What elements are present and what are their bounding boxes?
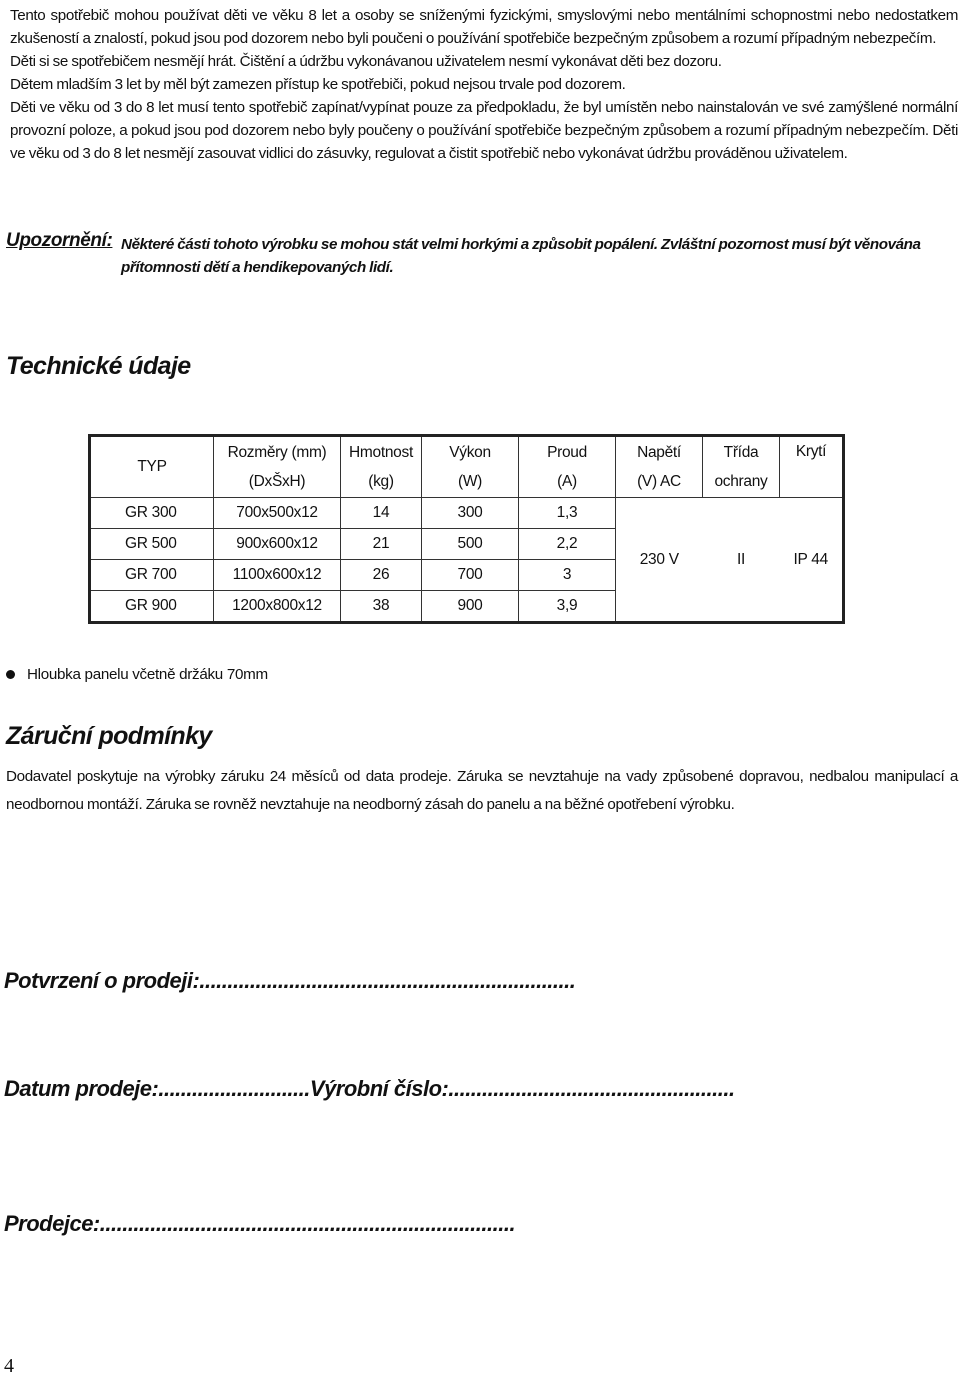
cell-power: 900 — [422, 591, 519, 623]
cell-current: 1,3 — [519, 498, 616, 529]
panel-depth-text: Hloubka panelu včetně držáku 70mm — [27, 666, 268, 683]
warning-text: Některé části tohoto výrobku se mohou stát velmi horkými a způsobit popálení. Zvláštní pozornost musí být věnována přítomnosti dětí a hendikepovaných lidí. — [121, 236, 921, 276]
warranty-heading: Záruční podmínky — [6, 722, 212, 750]
cell-weight: 26 — [341, 560, 422, 591]
page-number: 4 — [4, 1355, 14, 1377]
sale-confirmation-line: Potvrzení o prodeji:................................................................... — [4, 968, 576, 993]
header-weight: Hmotnost (kg) — [341, 436, 422, 498]
spec-header-row — [90, 436, 844, 498]
cell-weight: 38 — [341, 591, 422, 623]
cell-current: 3 — [519, 560, 616, 591]
cell-ip: IP 44 — [780, 498, 844, 623]
cell-power: 300 — [422, 498, 519, 529]
header-typ: TYP — [90, 436, 214, 498]
cell-weight: 14 — [341, 498, 422, 529]
header-voltage: Napětí (V) AC — [616, 436, 703, 498]
intro-paragraph-4: Děti ve věku od 3 do 8 let musí tento spotřebič zapínat/vypínat pouze za předpokladu, že byl umístěn nebo nainstalován ve své zamýšlené normální provozní poloze, a pokud jsou pod dozorem nebo byly poučeny o používání spotřebiče bezpečným způsobem a rozumí případným nebezpečím. Děti ve věku od 3 do 8 let nesmějí zasouvat vidlici do zásuvky, regulovat a čistit spotřebič nebo vykonávat údržbu prováděnou uživatelem. — [10, 99, 958, 162]
intro-section — [10, 4, 958, 165]
header-class: Třída ochrany — [703, 436, 780, 498]
warning-label: Upozornění: — [6, 230, 113, 251]
tech-heading: Technické údaje — [6, 352, 191, 380]
cell-dims: 700x500x12 — [214, 498, 341, 529]
header-power: Výkon (W) — [422, 436, 519, 498]
cell-current: 3,9 — [519, 591, 616, 623]
cell-dims: 900x600x12 — [214, 529, 341, 560]
cell-power: 700 — [422, 560, 519, 591]
cell-dims: 1200x800x12 — [214, 591, 341, 623]
intro-paragraph-1: Tento spotřebič mohou používat děti ve věku 8 let a osoby se sníženými fyzickými, smyslovými nebo mentálními schopnostmi nebo nedostatkem zkušeností a znalostí, pokud jsou pod dozorem nebo byli poučeni o používání spotřebiče bezpečným způsobem a rozumí případným nebezpečím. — [10, 7, 958, 47]
cell-voltage: 230 V — [616, 498, 703, 623]
warranty-section — [6, 763, 958, 819]
seller-line: Prodejce:.......................................................................... — [4, 1211, 516, 1236]
cell-class: II — [703, 498, 780, 623]
sale-date-line — [4, 1076, 735, 1102]
serial-number-label: Výrobní číslo:................................................... — [309, 1076, 735, 1101]
header-ip: Krytí — [780, 436, 844, 498]
intro-paragraph-3: Dětem mladším 3 let by měl být zamezen přístup ke spotřebiči, pokud nejsou trvale pod dozorem. — [10, 76, 626, 93]
cell-current: 2,2 — [519, 529, 616, 560]
spec-table — [88, 434, 845, 624]
cell-typ: GR 900 — [90, 591, 214, 623]
table-row — [90, 498, 844, 529]
sale-date-label: Datum prodeje:........................... — [4, 1076, 310, 1101]
cell-dims: 1100x600x12 — [214, 560, 341, 591]
header-current: Proud (A) — [519, 436, 616, 498]
cell-weight: 21 — [341, 529, 422, 560]
warranty-text: Dodavatel poskytuje na výrobky záruku 24 měsíců od data prodeje. Záruka se nevztahuje na vady způsobené dopravou, nedbalou manipulací a neodbornou montáží. Záruka se rovněž nevztahuje na neodborný zásah do panelu a na běžné opotřebení výrobku. — [6, 768, 958, 813]
header-dims: Rozměry (mm) (DxŠxH) — [214, 436, 341, 498]
cell-typ: GR 500 — [90, 529, 214, 560]
intro-paragraph-2: Děti si se spotřebičem nesmějí hrát. Čištění a údržbu vykonávanou uživatelem nesmí vykonávat děti bez dozoru. — [10, 53, 722, 70]
panel-depth-note — [6, 666, 268, 683]
cell-power: 500 — [422, 529, 519, 560]
cell-typ: GR 700 — [90, 560, 214, 591]
bullet-icon — [6, 670, 15, 679]
cell-typ: GR 300 — [90, 498, 214, 529]
